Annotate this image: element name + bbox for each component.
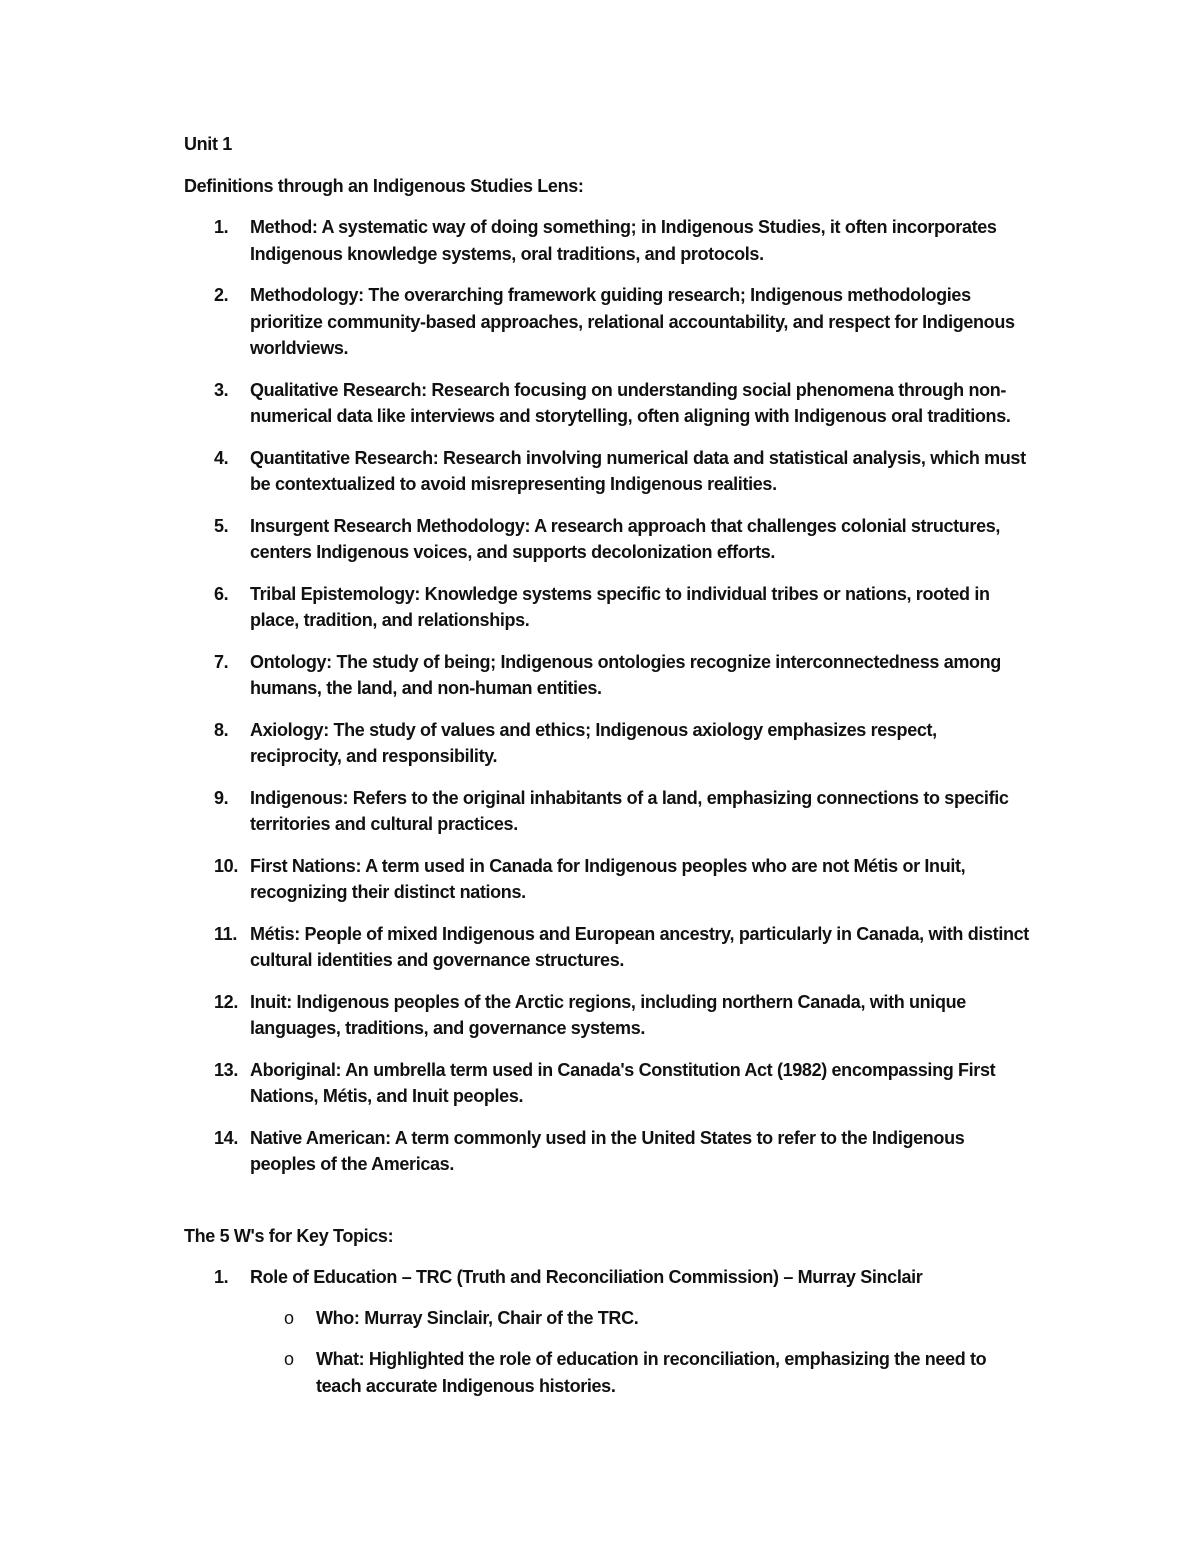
- item-text: Aboriginal: An umbrella term used in Canada's Constitution Act (1982) encompassing First Nations, Métis, and Inuit peoples.: [250, 1059, 996, 1106]
- item-number: 13.: [214, 1059, 238, 1080]
- item-number: 2.: [214, 285, 229, 305]
- list-item: [184, 1057, 1030, 1110]
- item-number: 6.: [214, 583, 229, 604]
- item-text: Axiology: The study of values and ethics; Indigenous axiology emphasizes respect, reciprocity, and responsibility.: [250, 719, 937, 766]
- list-item: [184, 717, 1030, 770]
- list-item: [184, 1125, 1030, 1178]
- list-item: [184, 853, 1030, 906]
- item-number: 1.: [214, 1267, 229, 1287]
- list-item: [184, 581, 1030, 634]
- item-text: Inuit: Indigenous peoples of the Arctic regions, including northern Canada, with unique languages, traditions, and governance systems.: [250, 991, 966, 1038]
- item-number: 14.: [214, 1127, 238, 1148]
- item-text: Methodology: The overarching framework guiding research; Indigenous methodologies prioritize community-based approaches, relational accountability, and respect for Indigenous worldviews.: [250, 285, 1015, 358]
- bullet-icon: o: [284, 1307, 294, 1328]
- item-text: Method: A systematic way of doing something; in Indigenous Studies, it often incorporates Indigenous knowledge systems, oral traditions, and protocols.: [250, 217, 997, 264]
- item-number: 7.: [214, 651, 229, 672]
- item-text: Native American: A term commonly used in the United States to refer to the Indigenous peoples of the Americas.: [250, 1127, 965, 1174]
- item-text: Métis: People of mixed Indigenous and European ancestry, particularly in Canada, with distinct cultural identities and governance structures.: [250, 923, 1029, 970]
- list-item: [184, 513, 1030, 566]
- item-text: Insurgent Research Methodology: A research approach that challenges colonial structures, centers Indigenous voices, and supports decolonization efforts.: [250, 515, 1001, 562]
- topics-list: [184, 1264, 1030, 1414]
- item-text: Indigenous: Refers to the original inhabitants of a land, emphasizing connections to specific territories and cultural practices.: [250, 787, 1009, 834]
- item-text: Tribal Epistemology: Knowledge systems specific to individual tribes or nations, rooted in place, tradition, and relationships.: [250, 583, 990, 630]
- list-item: [184, 214, 1030, 267]
- item-number: 1.: [214, 217, 229, 237]
- sub-item-text: Who: Murray Sinclair, Chair of the TRC.: [316, 1307, 639, 1328]
- sub-list: [250, 1305, 1030, 1400]
- item-text: Ontology: The study of being; Indigenous ontologies recognize interconnectedness among humans, the land, and non-human entities.: [250, 651, 1001, 698]
- definitions-list: [184, 214, 1030, 1193]
- item-number: 8.: [214, 719, 229, 740]
- item-number: 12.: [214, 991, 238, 1012]
- bullet-icon: o: [284, 1349, 294, 1369]
- sub-list-item: [250, 1346, 1016, 1399]
- item-number: 11.: [214, 923, 237, 944]
- list-item: [184, 989, 1030, 1042]
- item-number: 5.: [214, 515, 229, 536]
- topics-heading: The 5 W's for Key Topics:: [184, 1226, 394, 1246]
- list-item: [184, 921, 1030, 974]
- item-number: 10.: [214, 855, 238, 876]
- list-item: [184, 1264, 1030, 1399]
- list-item: [184, 445, 1030, 498]
- sub-item-text: What: Highlighted the role of education in reconciliation, emphasizing the need to teach accurate Indigenous histories.: [316, 1349, 987, 1396]
- sub-list-item: [250, 1305, 1016, 1332]
- item-text: Qualitative Research: Research focusing on understanding social phenomena through non-numerical data like interviews and storytelling, often aligning with Indigenous oral traditions.: [250, 379, 1011, 426]
- list-item: [184, 649, 1030, 702]
- list-item: [184, 282, 1030, 362]
- item-text: Role of Education – TRC (Truth and Reconciliation Commission) – Murray Sinclair: [250, 1267, 923, 1287]
- list-item: [184, 377, 1030, 430]
- list-item: [184, 785, 1030, 838]
- definitions-heading: Definitions through an Indigenous Studies Lens:: [184, 176, 584, 196]
- item-number: 9.: [214, 787, 229, 808]
- item-text: First Nations: A term used in Canada for Indigenous peoples who are not Métis or Inuit, recognizing their distinct nations.: [250, 855, 966, 902]
- item-text: Quantitative Research: Research involving numerical data and statistical analysis, which must be contextualized to avoid misrepresenting Indigenous realities.: [250, 447, 1026, 494]
- unit-title: Unit 1: [184, 134, 232, 154]
- item-number: 4.: [214, 447, 229, 468]
- item-number: 3.: [214, 379, 229, 400]
